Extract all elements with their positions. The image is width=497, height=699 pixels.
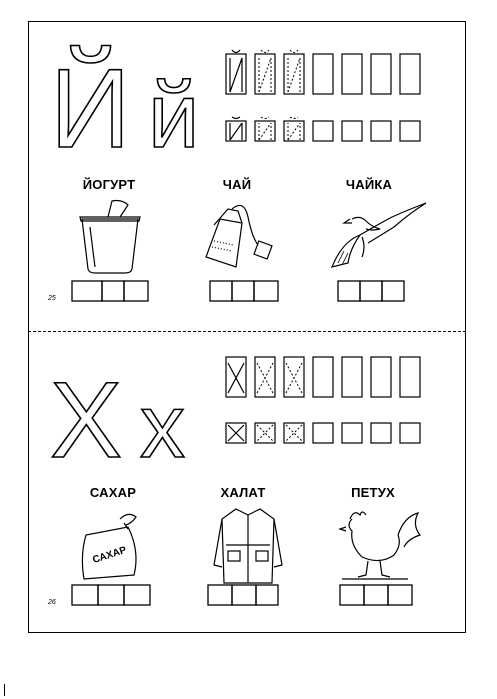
cut-line [28,331,466,332]
answer-cells-3[interactable] [332,583,442,607]
word-label-2: ХАЛАТ [220,485,266,500]
seagull-icon [322,197,432,277]
answer-cells-1[interactable] [64,583,174,607]
tracing-grid [224,355,438,455]
letter-section-y-short [28,21,466,321]
scan-edge-mark [4,684,5,696]
word-label-3: ЧАЙКА [345,177,393,192]
word-label-1: ЙОГУРТ [82,177,136,192]
sack-label: САХАР [91,544,128,566]
word-label-2: ЧАЙ [222,177,252,192]
word-label-3: ПЕТУХ [351,485,395,500]
big-letter-outline-y-short [48,39,223,149]
big-letter-uppercase: Х [50,359,123,461]
big-letter-lowercase: х [140,377,185,461]
page-number: 25 [48,295,56,302]
answer-cells-2[interactable] [194,583,304,607]
big-letter-uppercase: Й [50,46,131,149]
answer-cells-3[interactable] [326,279,436,303]
sugar-sack-icon [62,505,172,585]
answer-cells-2[interactable] [194,279,304,303]
big-letter-outline-kh [48,351,223,461]
letter-section-kh [28,333,466,633]
yogurt-cup-icon [60,197,170,277]
tracing-grid [224,49,438,149]
page-number: 26 [48,599,56,606]
robe-icon [196,505,306,585]
tea-bag-icon [192,197,302,277]
big-letter-lowercase: й [148,65,200,149]
word-label-1: САХАР [89,485,137,500]
answer-cells-1[interactable] [62,279,172,303]
rooster-icon [328,505,438,585]
